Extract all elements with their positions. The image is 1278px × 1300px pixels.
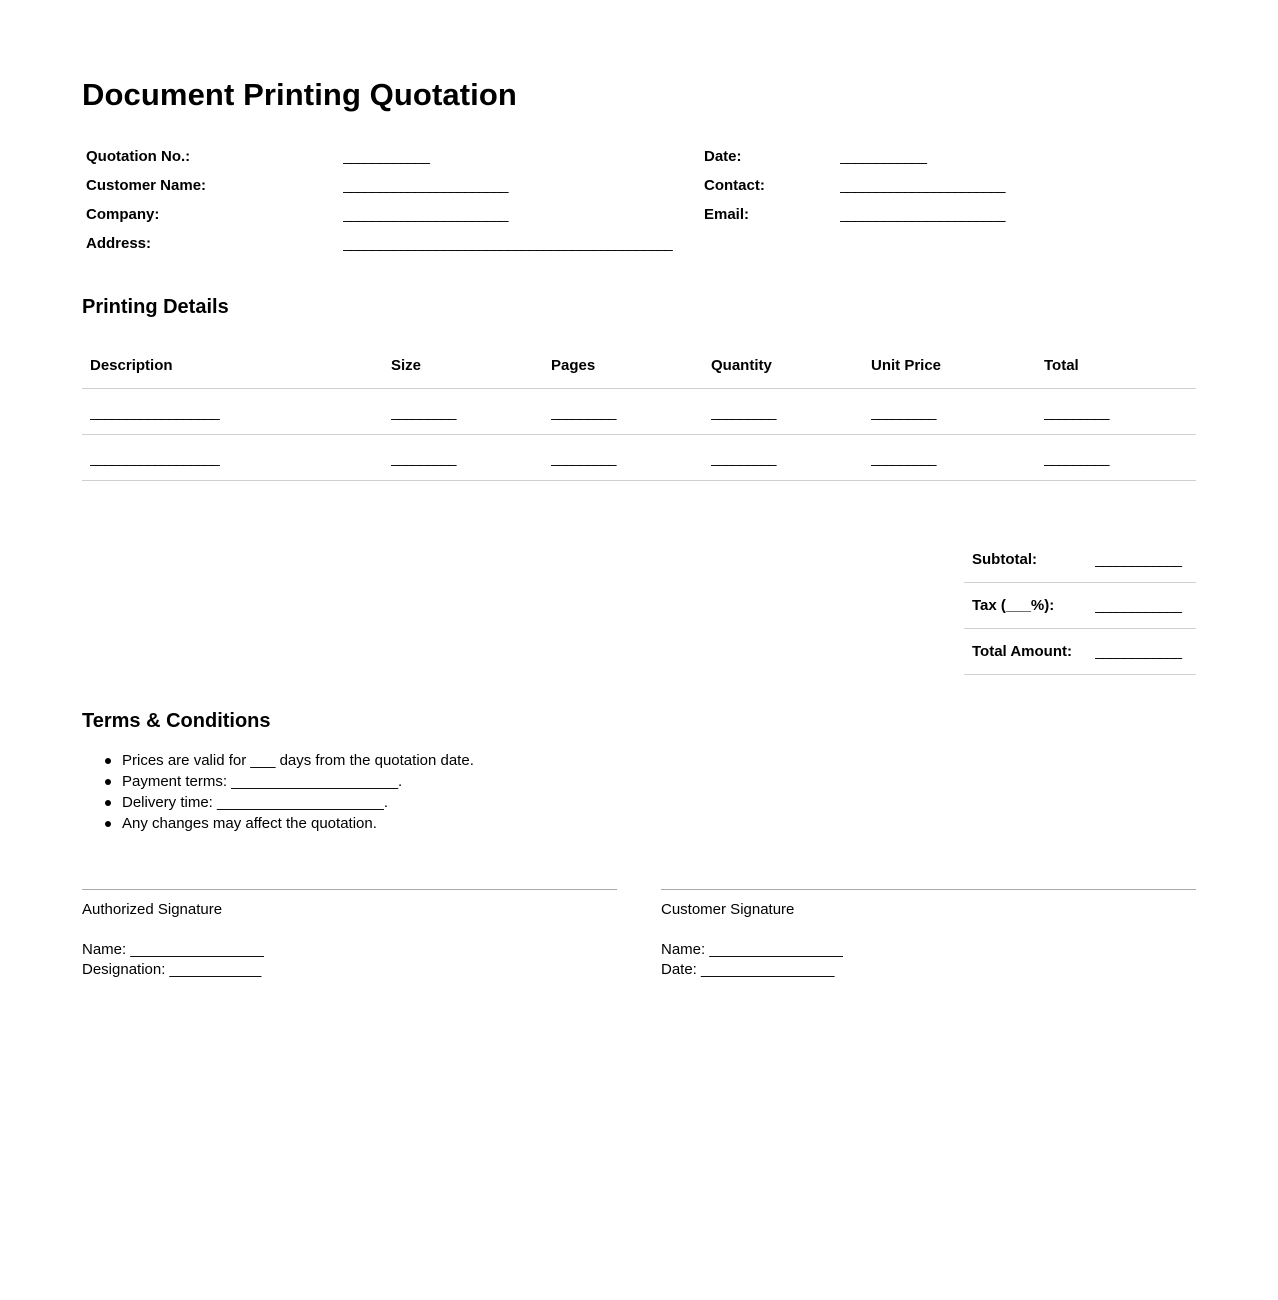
total-amount-field[interactable]: ____________ [1095, 643, 1181, 660]
email-label: Email: [704, 206, 750, 223]
column-header-quantity: Quantity [711, 357, 772, 374]
address-field[interactable]: ______________________________________________ [343, 235, 672, 252]
quantity-cell[interactable]: _________ [711, 450, 776, 467]
customer-signature-block [661, 889, 1196, 978]
email-field[interactable]: _______________________ [840, 206, 1005, 223]
date-label: Date: [704, 148, 742, 165]
authorized-signature-block [82, 889, 617, 978]
column-header-pages: Pages [551, 357, 596, 374]
total-amount-label: Total Amount: [972, 643, 1072, 660]
customer-name-field[interactable]: Name: ________________ [661, 941, 843, 958]
total-cell[interactable]: _________ [1044, 404, 1109, 421]
terms-item: Any changes may affect the quotation. [122, 813, 474, 834]
company-label: Company: [86, 206, 160, 223]
totals-summary [964, 537, 1196, 675]
table-row [82, 389, 1196, 435]
address-label: Address: [86, 235, 152, 252]
description-cell[interactable]: __________________ [90, 450, 219, 467]
terms-item: Delivery time: ____________________. [122, 792, 474, 813]
authorized-designation-field[interactable]: Designation: ___________ [82, 961, 262, 978]
customer-signature-title: Customer Signature [661, 901, 795, 918]
unit-price-cell[interactable]: _________ [871, 450, 936, 467]
table-row [82, 435, 1196, 481]
unit-price-cell[interactable]: _________ [871, 404, 936, 421]
description-cell[interactable]: __________________ [90, 404, 219, 421]
total-cell[interactable]: _________ [1044, 450, 1109, 467]
terms-item: Prices are valid for ___ days from the quotation date. [122, 752, 474, 769]
subtotal-row [964, 537, 1196, 583]
column-header-size: Size [391, 357, 422, 374]
total-amount-row [964, 629, 1196, 675]
customer-date-field[interactable]: Date: ________________ [661, 961, 835, 978]
terms-heading: Terms & Conditions [82, 710, 271, 732]
printing-details-heading: Printing Details [82, 296, 229, 318]
pages-cell[interactable]: _________ [551, 404, 616, 421]
tax-field[interactable]: ____________ [1095, 597, 1181, 614]
column-header-unit-price: Unit Price [871, 357, 942, 374]
terms-list [122, 750, 474, 834]
customer-name-label: Customer Name: [86, 177, 207, 194]
quotation-no-field[interactable]: ____________ [343, 148, 429, 165]
authorized-signature-title: Authorized Signature [82, 901, 223, 918]
subtotal-label: Subtotal: [972, 551, 1037, 568]
contact-field[interactable]: _______________________ [840, 177, 1005, 194]
authorized-name-field[interactable]: Name: ________________ [82, 941, 264, 958]
pages-cell[interactable]: _________ [551, 450, 616, 467]
date-field[interactable]: ____________ [840, 148, 926, 165]
printing-details-table [82, 344, 1196, 481]
size-cell[interactable]: _________ [391, 450, 456, 467]
size-cell[interactable]: _________ [391, 404, 456, 421]
quotation-no-label: Quotation No.: [86, 148, 191, 165]
column-header-description: Description [90, 357, 173, 374]
table-header [82, 344, 1196, 389]
contact-label: Contact: [704, 177, 765, 194]
subtotal-field[interactable]: ____________ [1095, 551, 1181, 568]
company-field[interactable]: _______________________ [343, 206, 508, 223]
column-header-total: Total [1044, 357, 1079, 374]
tax-row [964, 583, 1196, 629]
customer-name-field[interactable]: _______________________ [343, 177, 508, 194]
page-title: Document Printing Quotation [82, 77, 517, 112]
tax-label: Tax (___%): [972, 597, 1055, 614]
quantity-cell[interactable]: _________ [711, 404, 776, 421]
terms-item: Payment terms: ____________________. [122, 771, 474, 792]
